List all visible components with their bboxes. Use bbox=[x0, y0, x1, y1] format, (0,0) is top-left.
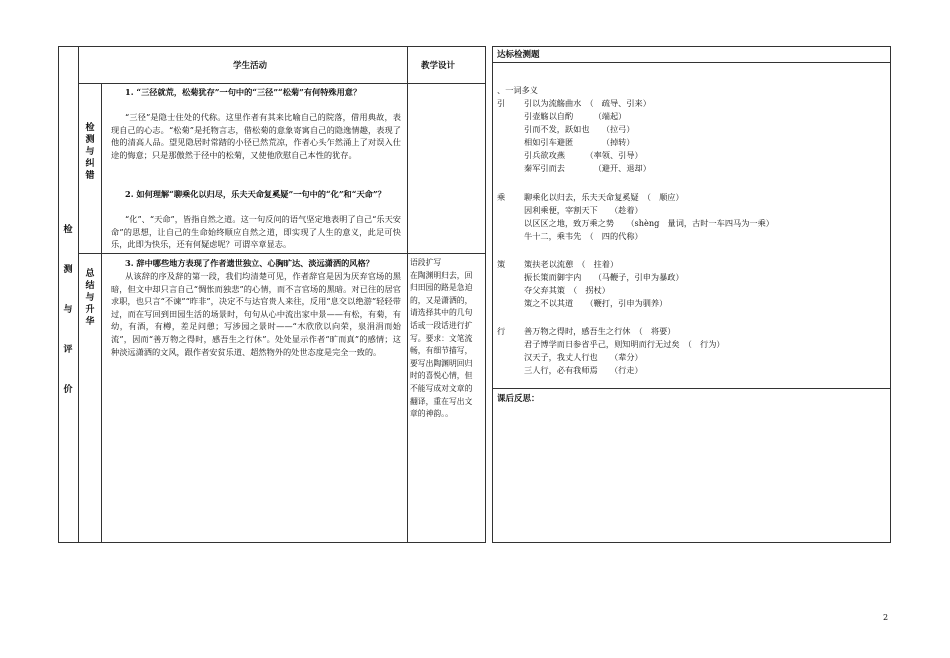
group-ce-item-3: 夺父弃其策 （ 拐杖） bbox=[524, 285, 610, 295]
group-xing-item-1: 善万物之得时，感吾生之行休 （ 将要） bbox=[524, 326, 676, 336]
group-cheng-item-2: 因利乘便，宰割天下 （趁着） bbox=[524, 205, 643, 215]
col-divider-design bbox=[407, 46, 408, 543]
question-1: 1. “三径就荒，松菊犹存”一句中的“三径”“松菊”有何特殊用意？ bbox=[125, 87, 362, 97]
section2-label-1: 总 bbox=[85, 269, 95, 279]
teaching-design-text: 语段扩写 在陶渊明归去，回归田园的路是急迫的，又是潇洒的，请选择其中的几句话或一段话进行扩写。要求：文笔流畅，有细节描写，要写出陶渊明回归时的喜悦心情，但不能写成对文章的翻译，重在写出文章的神韵。。 bbox=[410, 258, 473, 419]
answer-1: “三径”是隐士住处的代称。这里作者有其来比喻自己的院落，借用典故，表现自己的心志。“松菊”是托物言志，借松菊的意象寄寓自己的隐逸情趣，表现了他的清高人品。望见隐居时常踏的小径已然荒凉，作者心头乍然涌上了对误入仕途的悔意；只是那傲然于径中的松菊，又使他欣慰自己本性的犹存。 bbox=[111, 112, 401, 160]
answer-2: “化”、“天命”，皆指自然之道。这一句反问的语气坚定地表明了自己“乐天安命”的思想，让自己的生命始终顺应自然之道，即实现了人生的意义，此足可快乐，此即为快乐，还有何疑虑呢？可谓卒章显志。 bbox=[111, 214, 401, 250]
right-box-left bbox=[492, 46, 493, 543]
side-label-2: 测 bbox=[63, 265, 73, 275]
question-2: 2. 如何理解“聊乘化以归尽，乐夫天命复奚疑”一句中的“化”和“天命”？ bbox=[125, 189, 386, 199]
col-divider-side bbox=[78, 46, 79, 543]
group-cheng-item-1: 聊乘化以归去，乐夫天命复奚疑 （ 顺应） bbox=[524, 192, 684, 202]
group-xing-item-2: 君子博学而日参省乎己，则知明而行无过矣 （ 行为） bbox=[524, 339, 725, 349]
section2-label-2: 结 bbox=[85, 281, 95, 291]
table-border-top bbox=[58, 46, 486, 47]
group-xing-item-3: 汉天子，我丈人行也 （辈分） bbox=[524, 352, 643, 362]
header-teaching-design: 教学设计 bbox=[421, 61, 456, 71]
table-border-left bbox=[58, 46, 59, 543]
side-label-3: 与 bbox=[63, 305, 73, 315]
section2-label-5: 华 bbox=[85, 317, 95, 327]
side-label-1: 检 bbox=[63, 225, 73, 235]
reflection-label: 课后反思： bbox=[497, 394, 540, 404]
right-box-title-divider bbox=[492, 62, 891, 63]
group-ce-item-1: 策扶老以流憩 （ 拄着） bbox=[524, 259, 619, 269]
section1-label-5: 错 bbox=[85, 171, 95, 181]
section1-label-4: 纠 bbox=[85, 159, 95, 169]
group-yin-item-6: 秦军引而去 （避开、退却） bbox=[524, 163, 651, 173]
section2-label-4: 升 bbox=[85, 305, 95, 315]
row-divider-section bbox=[78, 253, 486, 254]
group-char-ce: 策 bbox=[497, 259, 506, 269]
row-divider-header bbox=[78, 83, 486, 84]
table-border-bottom bbox=[58, 542, 486, 543]
question-3: 3. 辞中哪些地方表现了作者遗世独立、心胸旷达、淡远潇洒的风格？ bbox=[125, 258, 374, 268]
right-box-reflection-divider bbox=[492, 388, 891, 389]
group-ce-item-4: 策之不以其道 （鞭打，引申为驯养） bbox=[524, 298, 668, 308]
header-student-activity: 学生活动 bbox=[233, 61, 268, 71]
table-border-right bbox=[485, 46, 486, 543]
group-cheng-item-4: 牛十二，乘韦先 （ 四的代称） bbox=[524, 231, 643, 241]
group-yin-item-2: 引壶觞以自酌 （端起） bbox=[524, 111, 627, 121]
section2-label-3: 与 bbox=[85, 293, 95, 303]
section1-label-3: 与 bbox=[85, 147, 95, 157]
group-yin-item-4: 相如引车避匿 （掉转） bbox=[524, 137, 635, 147]
right-box-bottom bbox=[492, 542, 891, 543]
group-ce-item-2: 振长策而御宇内 （马鞭子，引申为暴政） bbox=[524, 272, 684, 282]
section1-label-2: 测 bbox=[85, 135, 95, 145]
group-yin-item-1: 引以为流觞曲水 （ 疏导、引来） bbox=[524, 98, 651, 108]
page-number: 2 bbox=[883, 613, 889, 622]
group-xing-item-4: 三人行，必有我师焉 （行走） bbox=[524, 365, 643, 375]
group-yin-item-5: 引兵欲攻燕 （率领、引导） bbox=[524, 150, 643, 160]
section1-label-1: 检 bbox=[85, 123, 95, 133]
group-char-cheng: 乘 bbox=[497, 192, 506, 202]
group-char-yin: 引 bbox=[497, 98, 506, 108]
side-label-4: 评 bbox=[63, 345, 73, 355]
right-box-right bbox=[890, 46, 891, 543]
group-yin-item-3: 引而不发，跃如也 （拉弓） bbox=[524, 124, 635, 134]
side-label-5: 价 bbox=[63, 385, 73, 395]
group-cheng-item-3: 以区区之地，致万乘之势 （shèng 量词，古时一车四马为一乘） bbox=[524, 218, 774, 228]
right-box-title: 达标检测题 bbox=[497, 50, 540, 60]
answer-3: 从该辞的序及辞的第一段，我们均清楚可见，作者辞官是因为厌弃官场的黑暗，但文中却只言自己“惆怅而独悲”的心情，而不言官场的黑暗。对已往的居官求职，也只言“不谏”“昨非”，决定不与达官贵人来往，反用“息交以绝游”轻轻带过，而在写回到田园生活的场景时，句句从心中流出家中景——有松，有菊，有幼，有酒，有樽，差足问憩；写涉园之景时——“木欣欣以向荣，泉涓涓而始流”，因而“善万物之得时，感吾生之行休”。处处显示作者“旷而真”的感情；这种淡远潇洒的文风，跟作者安贫乐道、超然物外的处世态度是完全一致的。 bbox=[111, 271, 401, 357]
col-divider-label bbox=[101, 83, 102, 543]
polysemy-heading: 、一词多义 bbox=[497, 85, 538, 95]
group-char-xing: 行 bbox=[497, 326, 506, 336]
right-box-top bbox=[492, 46, 891, 47]
